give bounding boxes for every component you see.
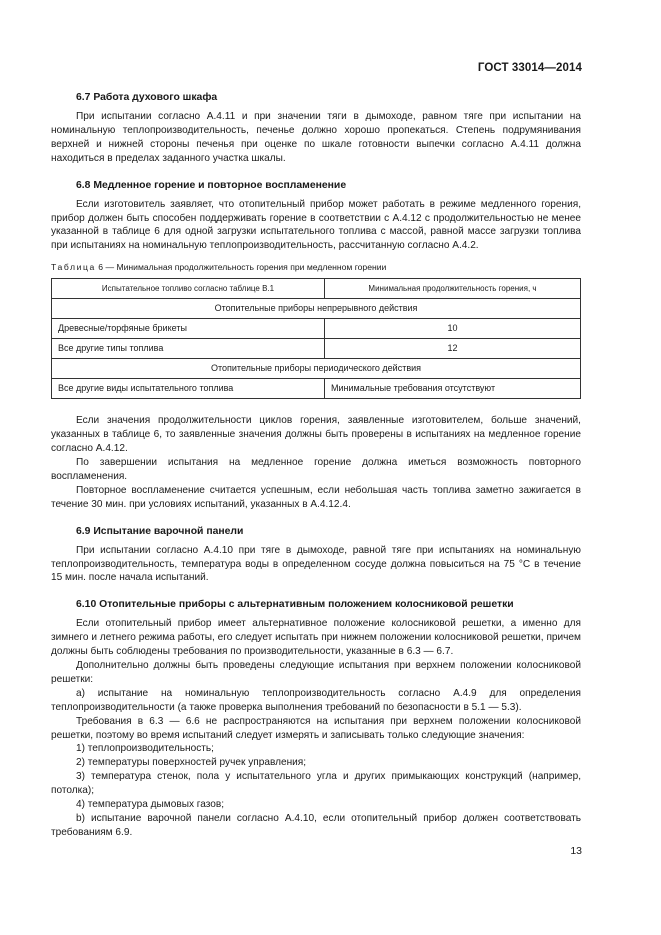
section-6-7	[51, 91, 581, 166]
table-cell: Все другие типы топлива	[52, 339, 325, 359]
paragraph: Если отопительный прибор имеет альтернативное положение колосниковой решетки, а именно для зимнего и летнего режима работы, его следует испытать при нижнем положении колосниковой решетки, причем должны быть соблюдены требования по производительности, указанные в 6.3 — 6.7.	[51, 618, 581, 658]
section-heading: 6.9 Испытание варочной панели	[76, 525, 244, 537]
list-item: b) испытание варочной панели согласно А.4.10, если отопительный прибор должен соответствовать требованиям 6.9.	[51, 813, 581, 838]
section-6-8	[51, 179, 581, 254]
table-group-cell: Отопительные приборы непрерывного действия	[52, 299, 581, 319]
paragraph: Если значения продолжительности циклов горения, заявленные изготовителем, больше значений, указанных в таблице 6, то заявленные значения должны быть проверены в испытаниях на медленное горение согласно А.4.12.	[51, 415, 581, 455]
section-heading: 6.8 Медленное горение и повторное воспламенение	[76, 179, 347, 191]
list-item: 2) температуры поверхностей ручек управления;	[76, 757, 307, 769]
list-item: а) испытание на номинальную теплопроизводительность согласно А.4.9 для определения теплопроизводительности (а также проверка выполнения требований по безопасности в 5.1 — 5.3).	[51, 687, 581, 713]
table-cell: Минимальные требования отсутствуют	[325, 379, 581, 399]
table-6	[51, 278, 581, 399]
list-item: 3) температура стенок, пола у испытательного угла и других примыкающих конструкций (например, потолка);	[51, 771, 581, 797]
table-header-row	[52, 279, 581, 299]
section-heading: 6.10 Отопительные приборы с альтернативным положением колосниковой решетки	[76, 599, 514, 611]
paragraph: Если изготовитель заявляет, что отопительный прибор может работать в режиме медленного горения, прибор должен быть способен поддерживать горение в соответствии с А.4.12 с продолжительностью не менее указанной в таблице 6 для одной загрузки испытательного топлива с массой, равной массе загрузки топлива при испытаниях на номинальную теплопроизводительность, рассчитанную согласно А.4.2.	[51, 198, 581, 252]
paragraph: При испытании согласно А.4.10 при тяге в дымоходе, равной тяге при испытаниях на номинальную теплопроизводительность, температура воды в определенном сосуде должна повыситься на 75 °С в течение 15 мин. после начала испытаний.	[51, 544, 581, 584]
table-cell: 10	[325, 319, 581, 339]
table-caption-word: Таблица	[51, 262, 96, 273]
paragraph: Повторное воспламенение считается успешным, если небольшая часть топлива заметно зажигается в течение 30 мин. при условиях испытаний, указанных в А.4.12.4.	[51, 484, 581, 510]
table-header-cell: Испытательное топливо согласно таблице В.1	[52, 279, 325, 299]
section-6-10	[51, 598, 581, 840]
page-content	[51, 91, 581, 853]
section-heading: 6.7 Работа духового шкафа	[76, 92, 218, 103]
list-item: 4) температура дымовых газов;	[76, 799, 225, 811]
table-caption-text: 6 — Минимальная продолжительность горения при медленном горении	[95, 262, 387, 273]
table-row	[52, 339, 581, 359]
table-caption	[51, 261, 581, 273]
table-group-cell: Отопительные приборы периодического действия	[52, 359, 581, 379]
table-cell: Все другие виды испытательного топлива	[52, 379, 325, 399]
page-number: 13	[570, 845, 582, 857]
section-6-9	[51, 525, 581, 586]
standard-code: ГОСТ 33014—2014	[477, 62, 582, 74]
paragraph: Требования в 6.3 — 6.6 не распространяются на испытания при верхнем положении колосниковой решетки, поэтому во время испытаний следует измерять и записывать только следующие значения:	[51, 715, 581, 741]
table-cell: Древесные/торфяные брикеты	[52, 319, 325, 339]
list-item: 1) теплопроизводительность;	[76, 743, 214, 755]
table-header-cell: Минимальная продолжительность горения, ч	[325, 279, 581, 299]
table-row	[52, 319, 581, 339]
table-row	[52, 379, 581, 399]
table-group-row	[52, 299, 581, 319]
paragraph: При испытании согласно А.4.11 и при значении тяги в дымоходе, равном тяге при испытании на номинальную теплопроизводительность, печенье должно хорошо пропекаться. Степень подрумянивания верхней и нижней стороны печенья при оценке по шкале готовности выпечки согласно А.4.11 должна находиться в пределах заданного участка шкалы.	[51, 111, 581, 164]
paragraph: По завершении испытания на медленное горение должна иметься возможность повторного воспламенения.	[51, 456, 581, 482]
paragraph: Дополнительно должны быть проведены следующие испытания при верхнем положении колосниковой решетки:	[51, 660, 581, 685]
table-cell: 12	[325, 339, 581, 359]
table-group-row	[52, 359, 581, 379]
after-table-text	[51, 414, 581, 511]
